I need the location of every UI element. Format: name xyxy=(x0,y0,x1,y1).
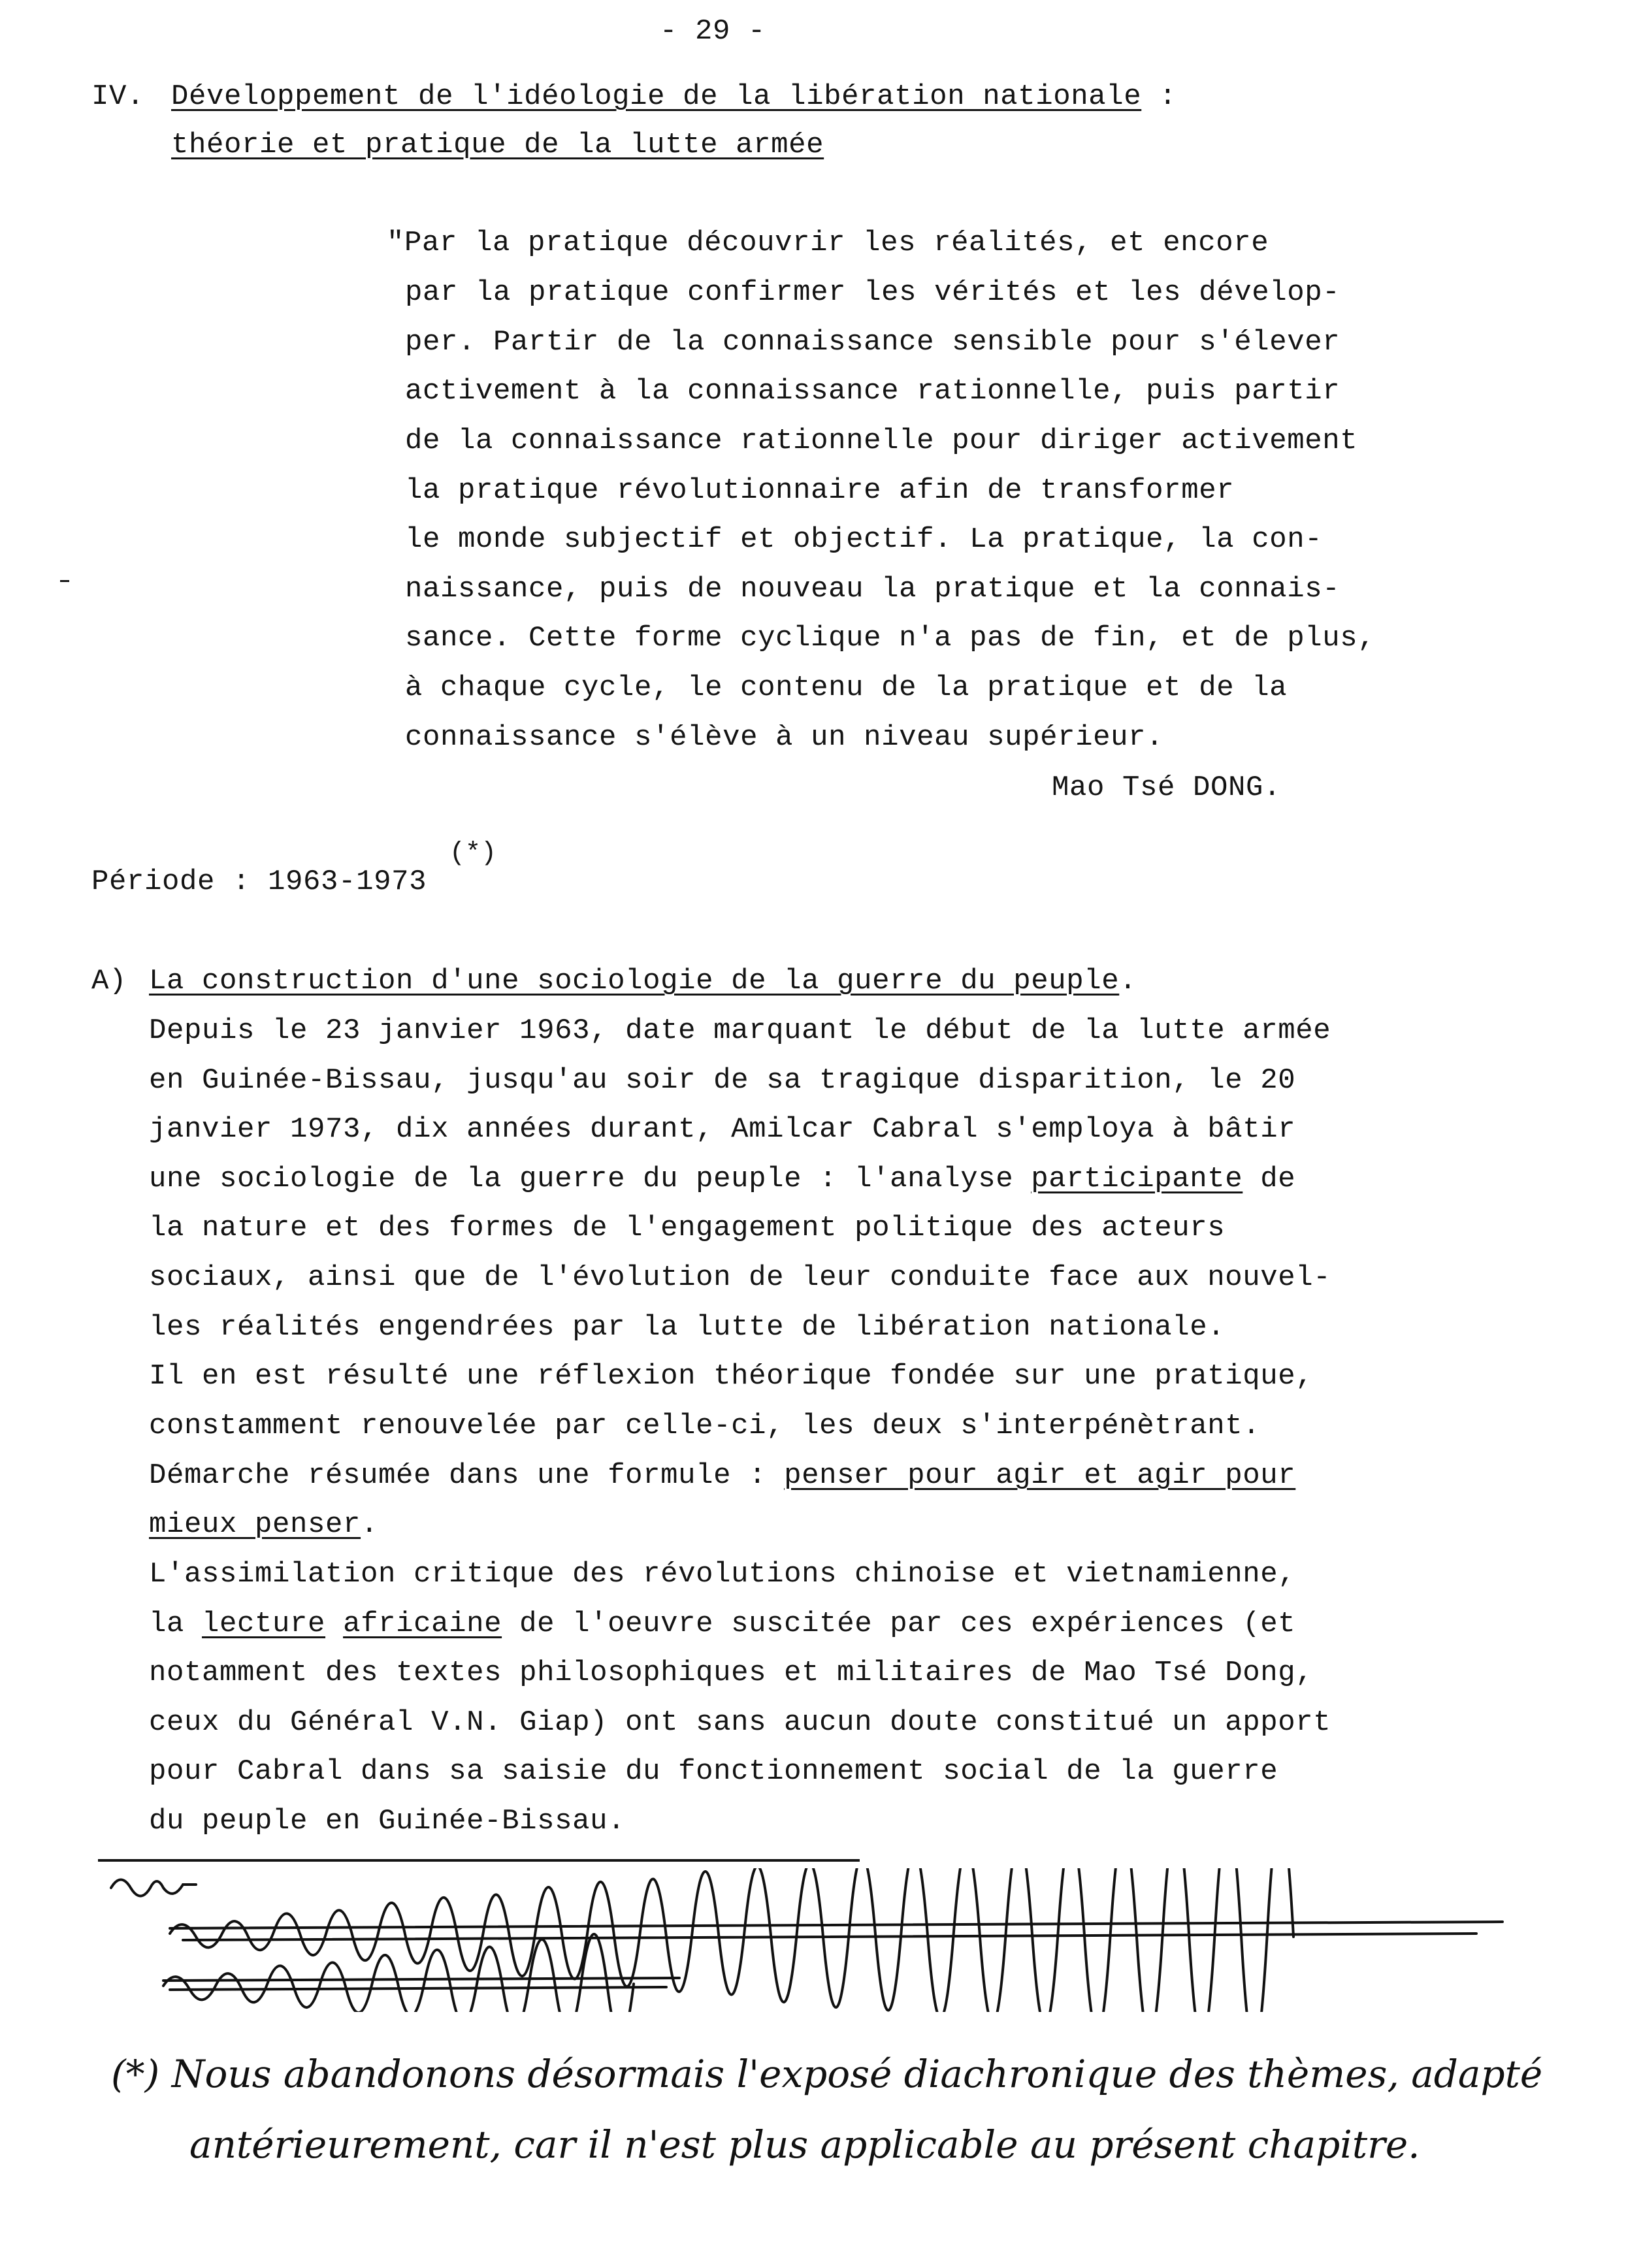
epigraph-line: per. Partir de la connaissance sensible pour s'élever xyxy=(405,326,1340,359)
page-number: - 29 - xyxy=(660,15,766,48)
body-line xyxy=(149,1459,1295,1493)
body-line xyxy=(149,1508,378,1542)
epigraph-line: à chaque cycle, le contenu de la pratique et de la xyxy=(405,672,1288,704)
body-line: Il en est résulté une réflexion théorique fondée sur une pratique, xyxy=(149,1360,1314,1393)
body-line: du peuple en Guinée-Bissau. xyxy=(149,1805,626,1838)
section-heading-line2 xyxy=(171,128,824,162)
body-text-span xyxy=(325,1608,343,1640)
epigraph-author: Mao Tsé DONG. xyxy=(1052,771,1282,804)
heading-title-1: Développement de l'idéologie de la libération nationale xyxy=(171,80,1142,113)
epigraph-line: la pratique révolutionnaire afin de transformer xyxy=(405,474,1235,507)
epigraph-line: par la pratique confirmer les vérités et les dévelop- xyxy=(405,276,1340,309)
body-line: constamment renouvelée par celle-ci, les deux s'interpénètrant. xyxy=(149,1410,1261,1442)
body-line: sociaux, ainsi que de l'évolution de leur conduite face aux nouvel- xyxy=(149,1261,1331,1294)
body-text-span: Démarche résumée dans une formule : xyxy=(149,1459,785,1492)
epigraph-line: sance. Cette forme cyclique n'a pas de fin, et de plus, xyxy=(405,622,1376,655)
footnote-line: antérieurement, car il n'est plus applicable au présent chapitre. xyxy=(189,2122,1420,2167)
subsection-label: A) xyxy=(91,965,127,997)
underlined-formula-end: mieux penser xyxy=(149,1508,361,1541)
body-text-span: . xyxy=(361,1508,379,1541)
epigraph-line: le monde subjectif et objectif. La pratique, la con- xyxy=(405,523,1323,556)
heading-title-2: théorie et pratique de la lutte armée xyxy=(171,129,824,161)
section-heading-line1 xyxy=(171,80,1177,114)
body-line xyxy=(149,1162,1295,1196)
body-line: ceux du Général V.N. Giap) ont sans aucun doute constitué un apport xyxy=(149,1706,1331,1739)
underlined-word-participante: participante xyxy=(1031,1163,1243,1195)
body-line: la nature et des formes de l'engagement politique des acteurs xyxy=(149,1212,1226,1244)
body-line: notamment des textes philosophiques et militaires de Mao Tsé Dong, xyxy=(149,1657,1314,1689)
underlined-word-africaine: africaine xyxy=(343,1608,502,1640)
body-line: Depuis le 23 janvier 1963, date marquant le début de la lutte armée xyxy=(149,1014,1331,1047)
subsection-title-text: La construction d'une sociologie de la guerre du peuple xyxy=(149,965,1120,997)
body-text-span: de l'oeuvre suscitée par ces expériences (et xyxy=(502,1608,1296,1640)
body-text-span: une sociologie de la guerre du peuple : l'analyse xyxy=(149,1163,1032,1195)
subsection-title-period: . xyxy=(1119,965,1137,997)
body-line: pour Cabral dans sa saisie du fonctionnement social de la guerre xyxy=(149,1755,1278,1788)
body-line: en Guinée-Bissau, jusqu'au soir de sa tragique disparition, le 20 xyxy=(149,1064,1296,1097)
epigraph-line: naissance, puis de nouveau la pratique et la connais- xyxy=(405,573,1340,606)
subsection-title xyxy=(149,964,1137,998)
period-footnote-marker: (*) xyxy=(449,839,497,868)
body-line: janvier 1973, dix années durant, Amilcar Cabral s'employa à bâtir xyxy=(149,1113,1296,1146)
body-text-span: la xyxy=(149,1608,203,1640)
footnote-separator xyxy=(98,1859,860,1862)
underlined-word-lecture: lecture xyxy=(202,1608,326,1640)
body-line: L'assimilation critique des révolutions chinoise et vietnamienne, xyxy=(149,1558,1296,1591)
heading-colon: : xyxy=(1141,80,1177,113)
margin-dash xyxy=(60,580,69,582)
period-label: Période : 1963-1973 xyxy=(91,866,427,898)
footnote-line: (*) Nous abandonons désormais l'exposé diachronique des thèmes, adapté xyxy=(111,2052,1543,2096)
crossed-out-handwriting xyxy=(105,1868,1516,2012)
epigraph-line: de la connaissance rationnelle pour diriger activement xyxy=(405,425,1358,457)
epigraph-line: connaissance s'élève à un niveau supérieur. xyxy=(405,721,1164,754)
body-line: les réalités engendrées par la lutte de libération nationale. xyxy=(149,1311,1226,1344)
underlined-formula: penser pour agir et agir pour xyxy=(784,1459,1296,1492)
body-text-span: de xyxy=(1243,1163,1296,1195)
body-line xyxy=(149,1607,1295,1641)
epigraph-line: activement à la connaissance rationnelle, puis partir xyxy=(405,375,1340,408)
section-number: IV. xyxy=(91,80,145,113)
epigraph-line: "Par la pratique découvrir les réalités, et encore xyxy=(387,227,1269,259)
